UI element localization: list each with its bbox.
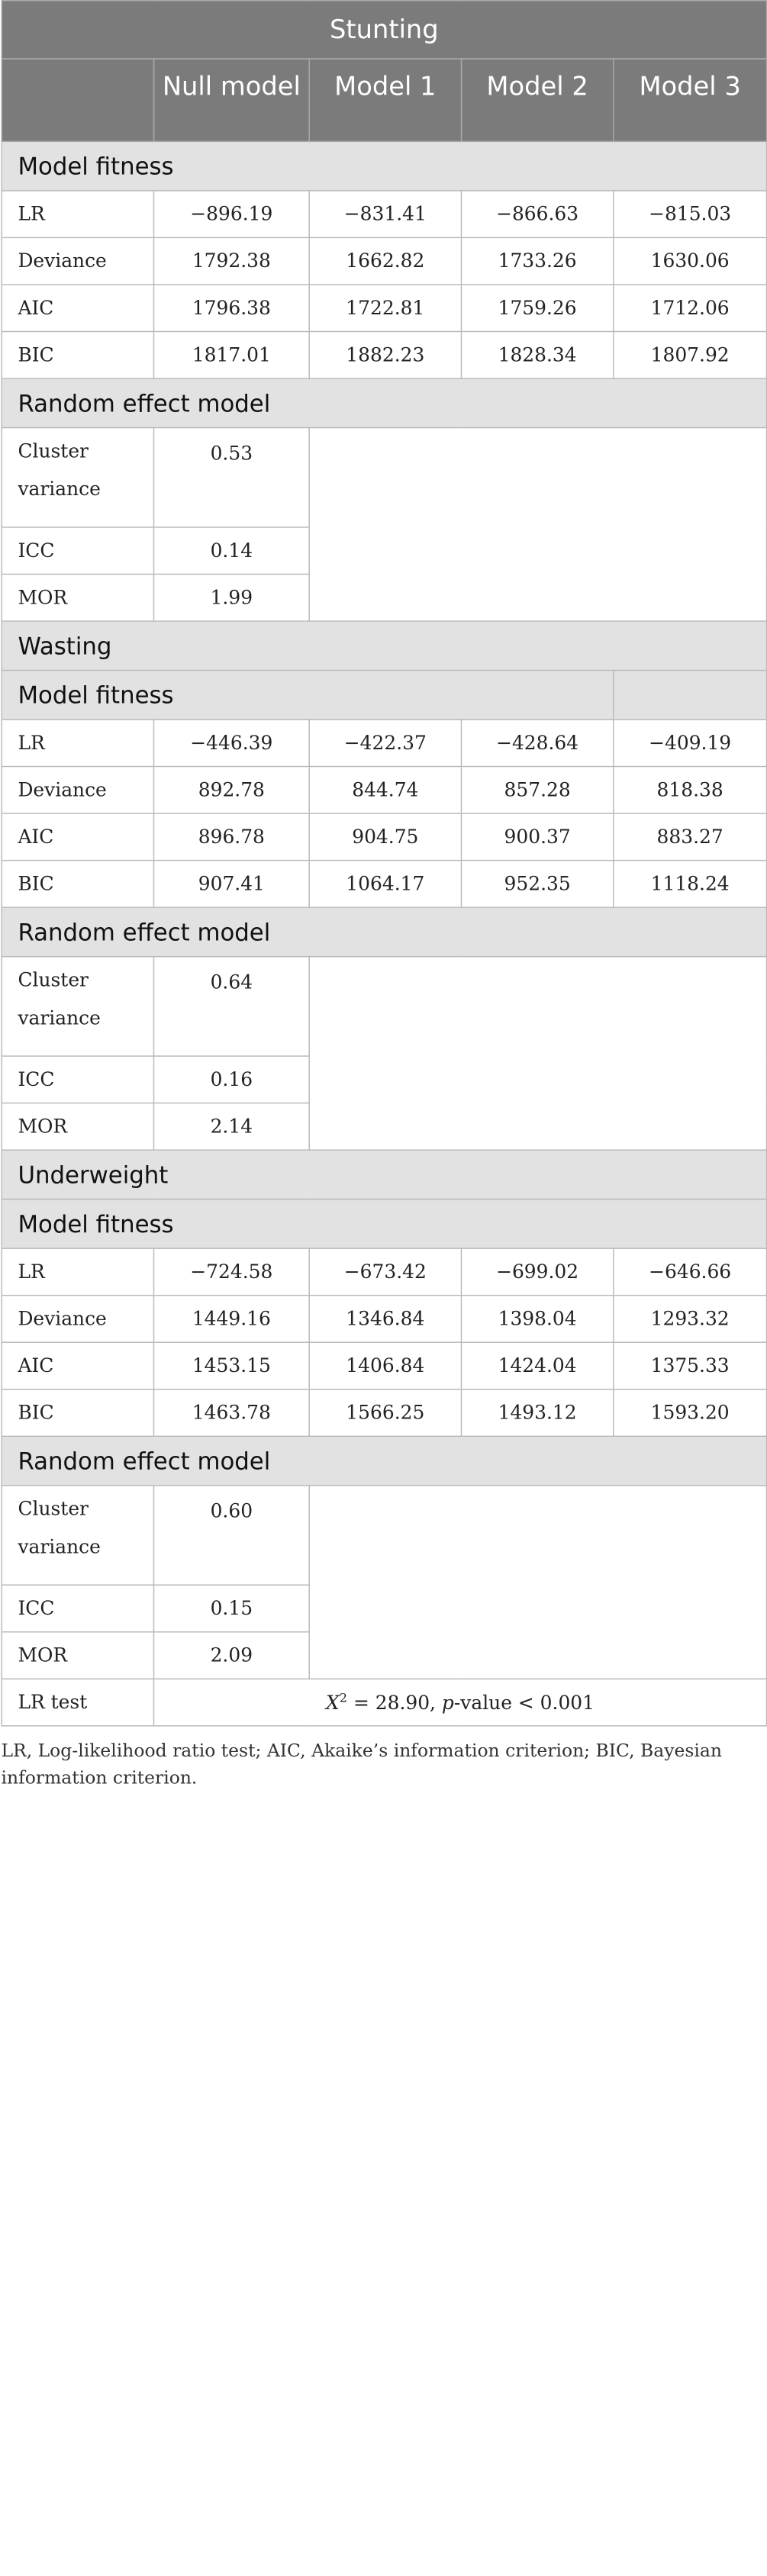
section-title: Model fitness	[2, 671, 614, 720]
table-row	[2, 1486, 766, 1585]
row-label: ICC	[2, 1585, 153, 1632]
table-row	[2, 767, 766, 814]
table-cell: 0.16	[153, 1056, 309, 1103]
table-row	[2, 428, 766, 527]
table-cell: 1828.34	[461, 331, 613, 378]
table-cell: 892.78	[153, 767, 309, 814]
table-footnote: LR, Log-likelihood ratio test; AIC, Akaike’s information criterion; BIC, Bayesian information criterion.	[1, 1740, 722, 1789]
chi-symbol: X	[326, 1692, 340, 1715]
column-header-model-1: Model 1	[309, 59, 461, 141]
row-label: Cluster variance	[2, 1486, 153, 1585]
table-cell: 1346.84	[309, 1296, 461, 1343]
column-header-blank	[2, 59, 153, 141]
table-cell: 1630.06	[614, 237, 767, 285]
empty-cell	[309, 428, 766, 622]
row-label: AIC	[2, 813, 153, 861]
table-cell: 1792.38	[153, 237, 309, 285]
table-row	[2, 1389, 766, 1437]
section-title: Random effect model	[2, 907, 766, 956]
table-cell: 1807.92	[614, 331, 767, 378]
table-cell: 1662.82	[309, 237, 461, 285]
column-header-model-3: Model 3	[614, 59, 767, 141]
model-comparison-table	[1, 0, 767, 1727]
row-label: ICC	[2, 1056, 153, 1103]
table-cell: 1406.84	[309, 1342, 461, 1389]
table-cell: 952.35	[461, 861, 613, 908]
section-title: Random effect model	[2, 1436, 766, 1485]
table-cell: 1424.04	[461, 1342, 613, 1389]
section-row-random-effect	[2, 1436, 766, 1485]
table-cell: −896.19	[153, 191, 309, 238]
table-cell: 1882.23	[309, 331, 461, 378]
table-cell: −673.42	[309, 1248, 461, 1296]
row-label: MOR	[2, 1103, 153, 1151]
table-row	[2, 1248, 766, 1296]
row-label: LR test	[2, 1679, 153, 1726]
table-row	[2, 237, 766, 285]
p-label: p	[441, 1692, 454, 1715]
table-title: Stunting	[2, 1, 766, 59]
table-cell: 1566.25	[309, 1389, 461, 1437]
table-cell: 2.09	[153, 1632, 309, 1679]
row-label: LR	[2, 720, 153, 767]
row-label: AIC	[2, 285, 153, 332]
table-cell: 818.38	[614, 767, 767, 814]
table-cell: 0.60	[153, 1486, 309, 1585]
row-label: Cluster variance	[2, 428, 153, 527]
table-cell: −831.41	[309, 191, 461, 238]
table-cell: 1453.15	[153, 1342, 309, 1389]
table-cell: 1593.20	[614, 1389, 767, 1437]
section-row-model-fitness	[2, 1199, 766, 1248]
table-cell: 0.64	[153, 957, 309, 1056]
table-title-row	[2, 1, 766, 59]
section-title: Model fitness	[2, 141, 766, 190]
table-cell: 1463.78	[153, 1389, 309, 1437]
table-cell: −724.58	[153, 1248, 309, 1296]
section-row-underweight	[2, 1150, 766, 1199]
row-label: Deviance	[2, 767, 153, 814]
row-label: Deviance	[2, 237, 153, 285]
column-header-null-model: Null model	[153, 59, 309, 141]
section-row-random-effect	[2, 378, 766, 427]
table-row	[2, 1296, 766, 1343]
section-empty-cell	[614, 671, 767, 720]
column-header-row	[2, 59, 766, 141]
table-cell: −815.03	[614, 191, 767, 238]
section-row-model-fitness	[2, 671, 766, 720]
section-row-random-effect	[2, 907, 766, 956]
row-label: ICC	[2, 527, 153, 575]
table-row	[2, 331, 766, 378]
table-cell: 1733.26	[461, 237, 613, 285]
table-row	[2, 813, 766, 861]
table-row	[2, 861, 766, 908]
table-cell: 883.27	[614, 813, 767, 861]
table-row	[2, 957, 766, 1056]
table-cell: 1398.04	[461, 1296, 613, 1343]
table-cell: 0.14	[153, 527, 309, 575]
table-cell: 900.37	[461, 813, 613, 861]
table-row	[2, 720, 766, 767]
table-cell: 844.74	[309, 767, 461, 814]
lr-test-row	[2, 1679, 766, 1726]
table-cell: 907.41	[153, 861, 309, 908]
row-label: LR	[2, 191, 153, 238]
table-cell: 857.28	[461, 767, 613, 814]
section-title: Model fitness	[2, 1199, 766, 1248]
table-cell: 1722.81	[309, 285, 461, 332]
table-cell: 1064.17	[309, 861, 461, 908]
table-cell: −422.37	[309, 720, 461, 767]
table-cell: 1759.26	[461, 285, 613, 332]
table-cell: 1712.06	[614, 285, 767, 332]
table-cell: 1.99	[153, 574, 309, 621]
table-cell: 1449.16	[153, 1296, 309, 1343]
table-cell: 896.78	[153, 813, 309, 861]
table-cell: 1375.33	[614, 1342, 767, 1389]
row-label: BIC	[2, 1389, 153, 1437]
row-label: AIC	[2, 1342, 153, 1389]
section-title: Wasting	[2, 621, 766, 670]
table-cell: 1493.12	[461, 1389, 613, 1437]
column-header-model-2: Model 2	[461, 59, 613, 141]
section-row-wasting	[2, 621, 766, 670]
table-cell: −699.02	[461, 1248, 613, 1296]
table-cell: −446.39	[153, 720, 309, 767]
row-label: MOR	[2, 1632, 153, 1679]
table-row	[2, 1342, 766, 1389]
empty-cell	[309, 1486, 766, 1679]
table-cell: −866.63	[461, 191, 613, 238]
chi-value: = 28.90,	[347, 1692, 442, 1715]
row-label: Cluster variance	[2, 957, 153, 1056]
table-cell: −409.19	[614, 720, 767, 767]
row-label: BIC	[2, 861, 153, 908]
section-row-model-fitness	[2, 141, 766, 190]
row-label: LR	[2, 1248, 153, 1296]
table-cell: 0.15	[153, 1585, 309, 1632]
table-cell: 904.75	[309, 813, 461, 861]
table-cell: 1293.32	[614, 1296, 767, 1343]
section-title: Random effect model	[2, 378, 766, 427]
chi-superscript: 2	[339, 1690, 348, 1705]
table-row	[2, 285, 766, 332]
section-title: Underweight	[2, 1150, 766, 1199]
lr-test-result	[153, 1679, 766, 1726]
table-cell: 1817.01	[153, 331, 309, 378]
table-row	[2, 191, 766, 238]
row-label: MOR	[2, 574, 153, 621]
table-cell: −428.64	[461, 720, 613, 767]
table-cell: 0.53	[153, 428, 309, 527]
table-cell: 1118.24	[614, 861, 767, 908]
table-cell: 2.14	[153, 1103, 309, 1151]
empty-cell	[309, 957, 766, 1151]
row-label: Deviance	[2, 1296, 153, 1343]
row-label: BIC	[2, 331, 153, 378]
table-cell: 1796.38	[153, 285, 309, 332]
p-value: -value < 0.001	[453, 1692, 595, 1715]
table-cell: −646.66	[614, 1248, 767, 1296]
